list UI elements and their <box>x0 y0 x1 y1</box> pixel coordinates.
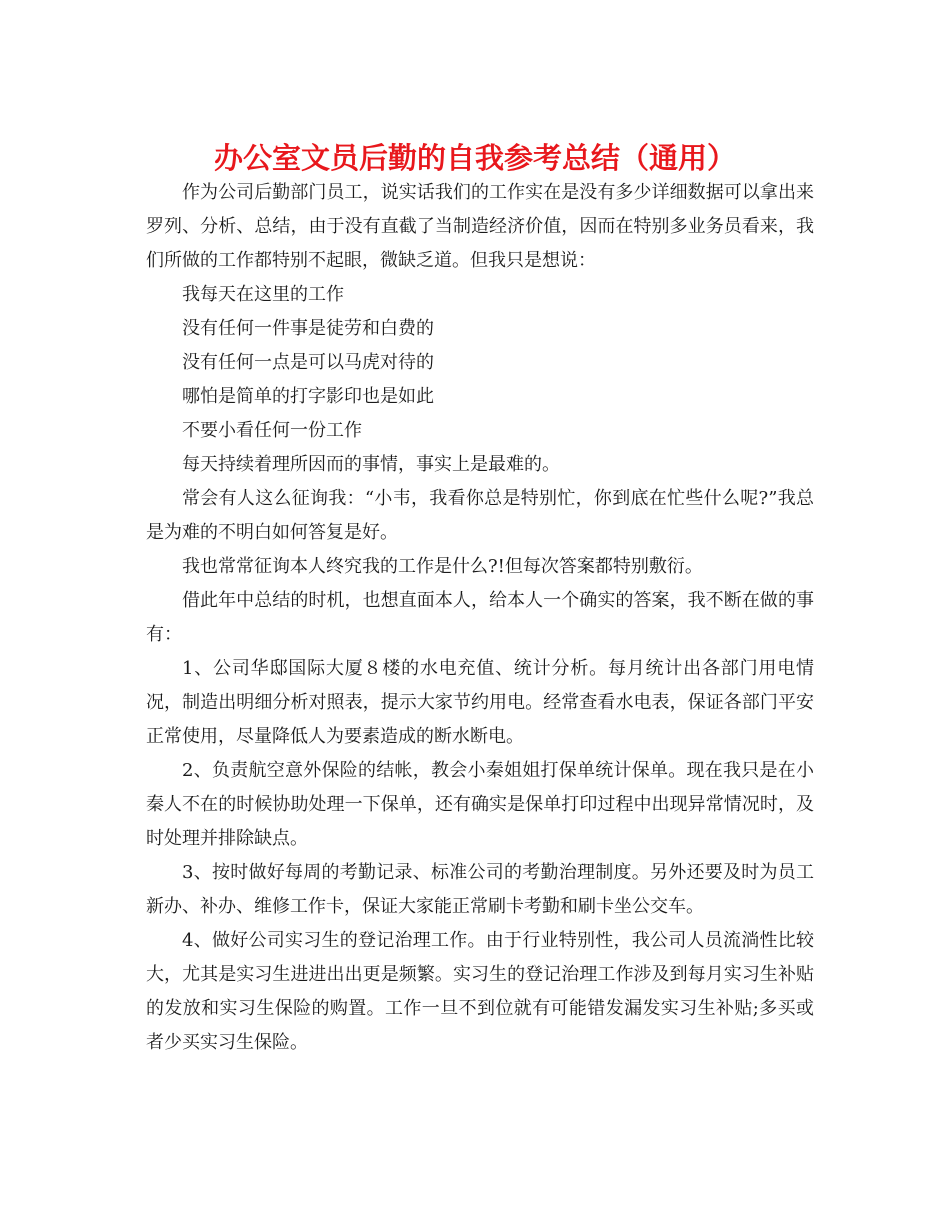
paragraph-item-3: 3、按时做好每周的考勤记录、标准公司的考勤治理制度。另外还要及时为员工新办、补办、维修工作卡，保证大家能正常刷卡考勤和刷卡坐公交车。 <box>146 862 814 917</box>
paragraph-verse-1: 我每天在这里的工作 <box>182 284 344 305</box>
paragraph-verse-2: 没有任何一件事是徒劳和白费的 <box>182 318 434 339</box>
paragraph-item-4: 4、做好公司实习生的登记治理工作。由于行业特别性，我公司人员流淌性比较大，尤其是实习生进进出出更是频繁。实习生的登记治理工作涉及到每月实习生补贴的发放和实习生保险的购置。工作一旦不到位就有可能错发漏发实习生补贴;多买或者少买实习生保险。 <box>146 930 814 1053</box>
document-title: 办公室文员后勤的自我参考总结（通用） <box>213 141 736 175</box>
paragraph-question: 常会有人这么征询我：“小韦，我看你总是特别忙，你到底在忙些什么呢?”我总是为难的不明白如何答复是好。 <box>146 488 814 543</box>
paragraph-item-1: 1、公司华邸国际大厦８楼的水电充值、统计分析。每月统计出各部门用电情况，制造出明细分析对照表，提示大家节约用电。经常查看水电表，保证各部门平安正常使用，尽量降低人为要素造成的断水断电。 <box>146 658 814 747</box>
paragraph-summary-intro: 借此年中总结的时机，也想直面本人，给本人一个确实的答案，我不断在做的事有： <box>146 590 814 645</box>
paragraph-verse-5: 不要小看任何一份工作 <box>182 420 362 441</box>
paragraph-verse-3: 没有任何一点是可以马虎对待的 <box>182 352 434 373</box>
paragraph-verse-4: 哪怕是简单的打字影印也是如此 <box>182 386 434 407</box>
paragraph-verse-6: 每天持续着理所因而的事情，事实上是最难的。 <box>182 454 560 475</box>
paragraph-item-2: 2、负责航空意外保险的结帐，教会小秦姐姐打保单统计保单。现在我只是在小秦人不在的时候协助处理一下保单，还有确实是保单打印过程中出现异常情况时，及时处理并排除缺点。 <box>146 760 814 849</box>
paragraph-intro: 作为公司后勤部门员工，说实话我们的工作实在是没有多少详细数据可以拿出来罗列、分析、总结，由于没有直截了当制造经济价值，因而在特别多业务员看来，我们所做的工作都特别不起眼，微缺乏道。但我只是想说： <box>146 182 814 271</box>
document-body <box>146 176 814 1060</box>
paragraph-self-question: 我也常常征询本人终究我的工作是什么?!但每次答案都特别敷衍。 <box>182 556 703 577</box>
